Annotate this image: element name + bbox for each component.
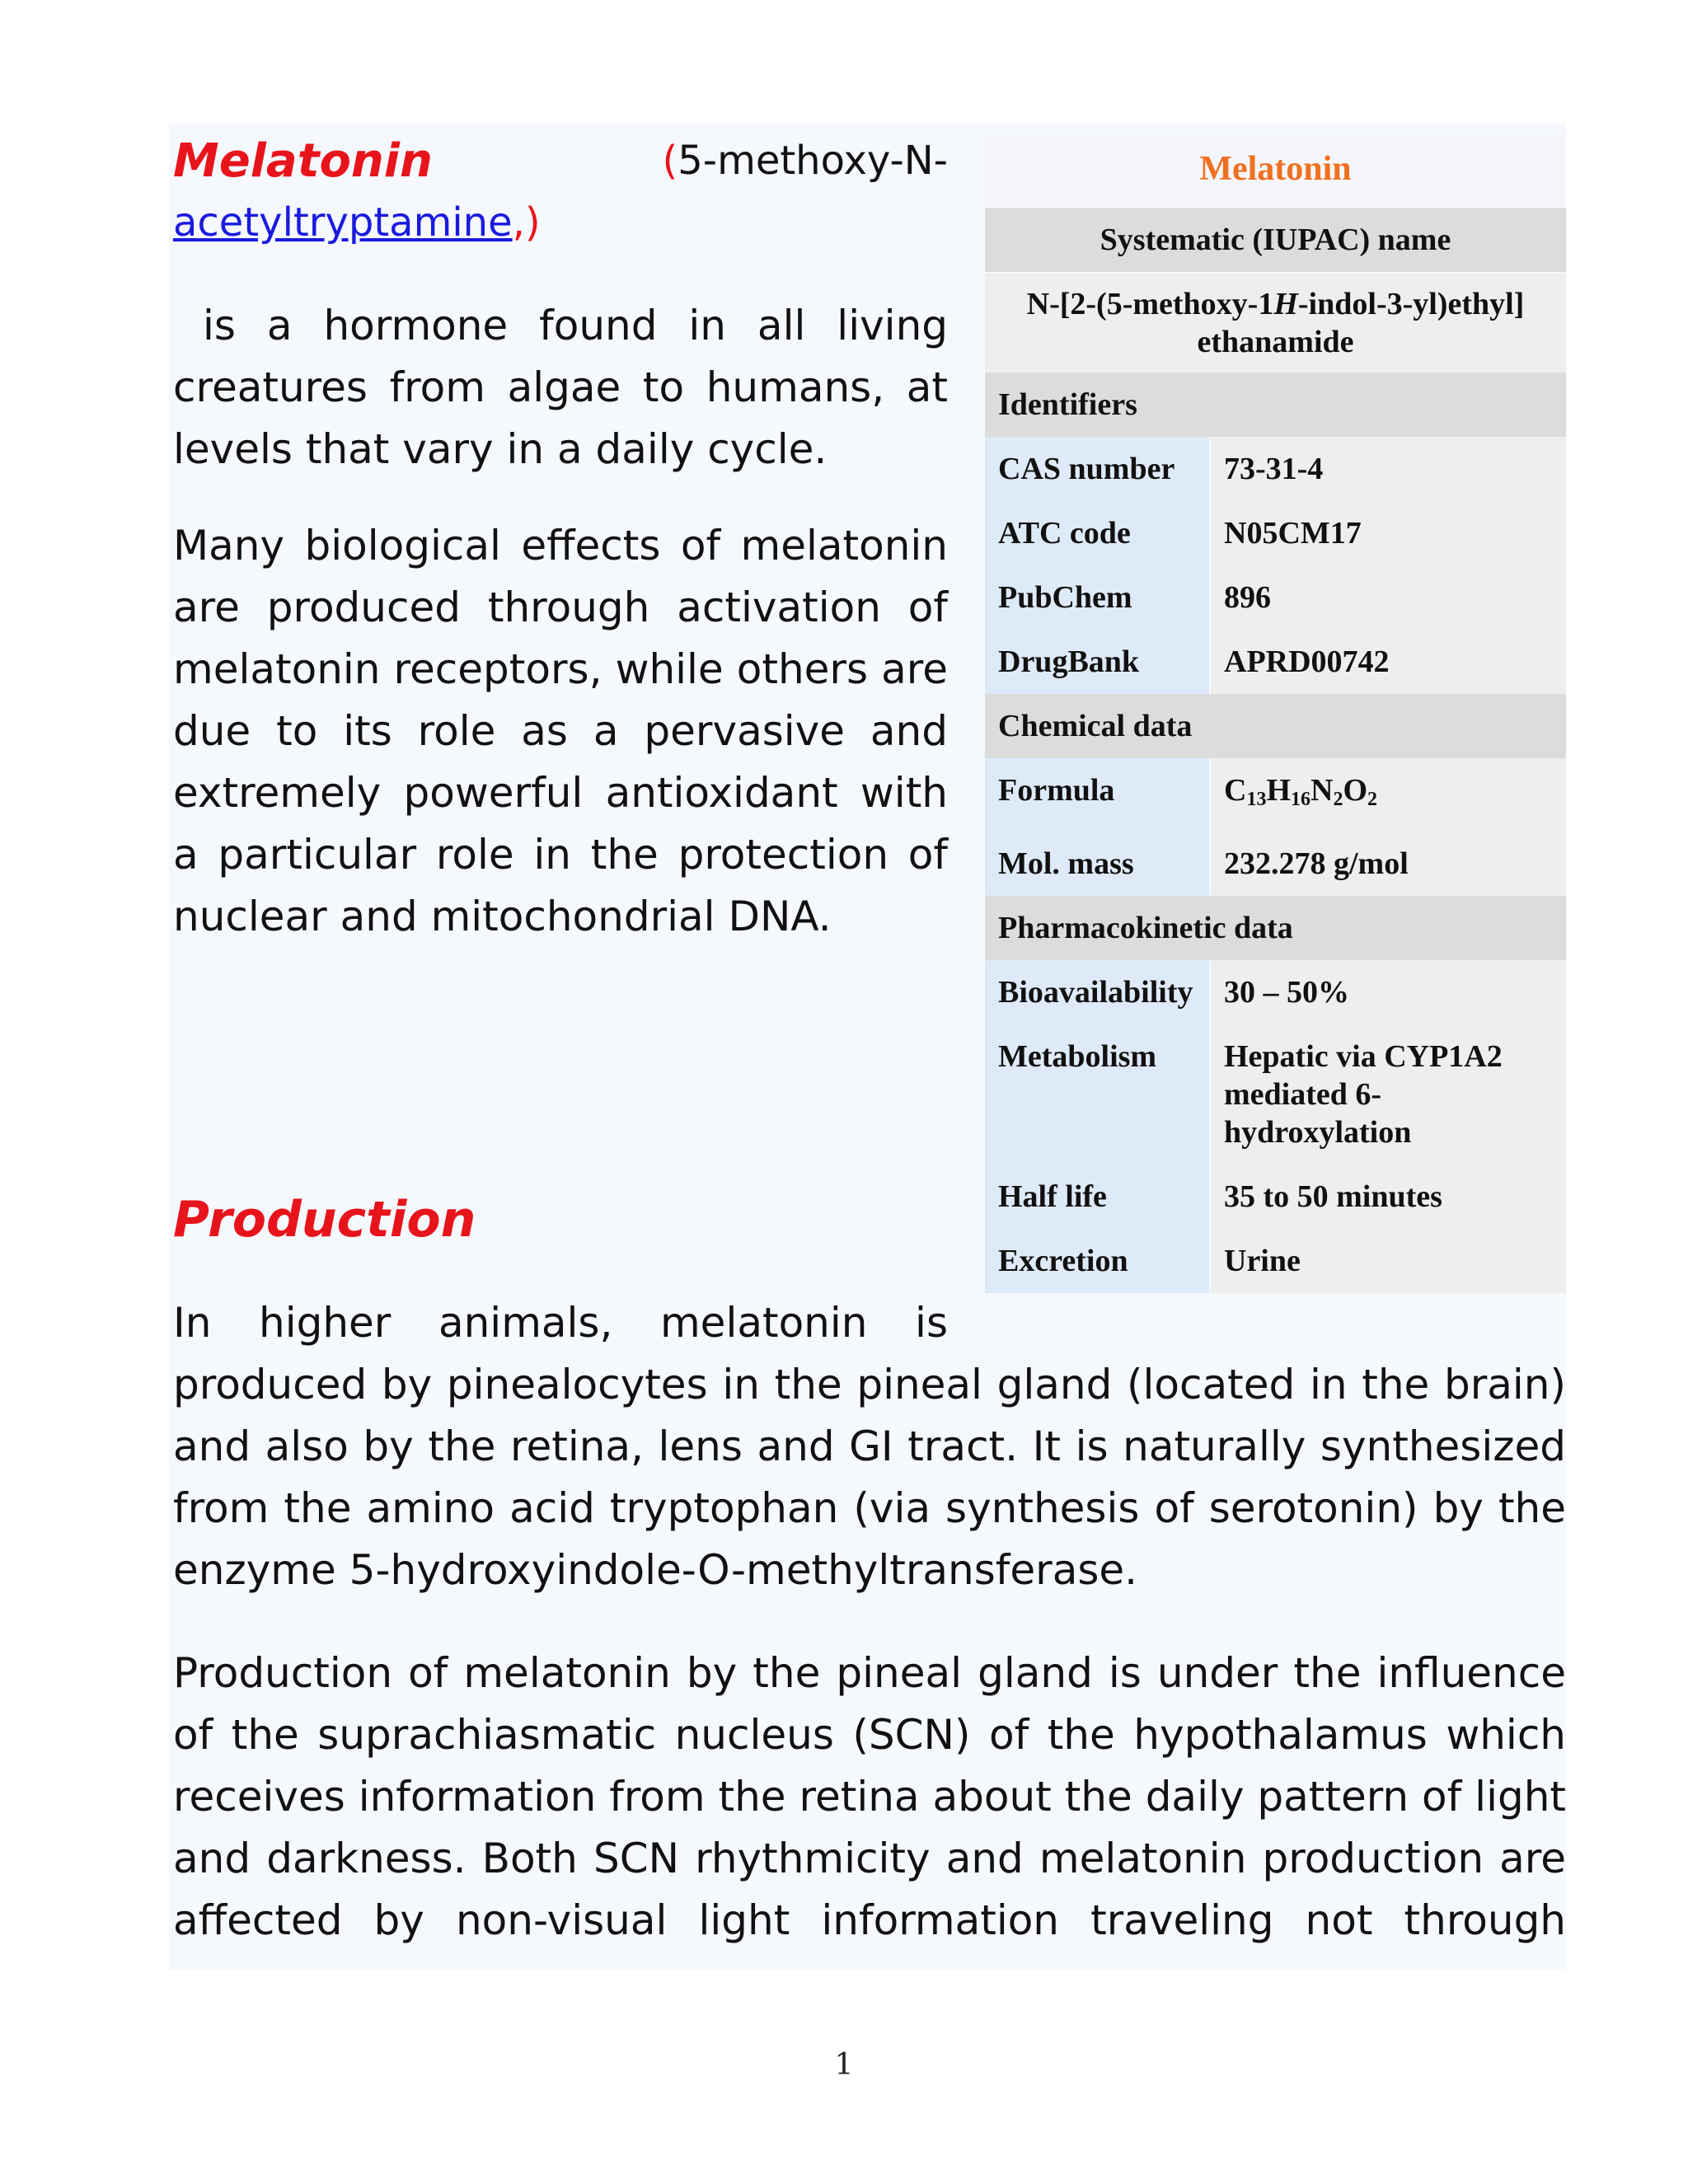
infobox-row: Excretion Urine [985, 1229, 1566, 1293]
iupac-header: Systematic (IUPAC) name [985, 208, 1566, 272]
infobox-row: CAS number 73-31-4 [985, 437, 1566, 501]
chemical-data-section: Chemical data [985, 694, 1566, 758]
acetyltryptamine-link[interactable]: acetyltryptamine [173, 199, 513, 246]
identifiers-section: Identifiers [985, 373, 1566, 437]
pharmacokinetic-section: Pharmacokinetic data [985, 896, 1566, 960]
infobox-row: Half life 35 to 50 minutes [985, 1165, 1566, 1229]
paragraph-intro: is a hormone found in all living creatures from algae to humans, at levels that vary in a daily cycle. [173, 302, 948, 473]
drug-infobox [985, 132, 1566, 1293]
infobox-row: Metabolism Hepatic via CYP1A2 mediated 6-hydroxylation [985, 1024, 1566, 1165]
paragraph-production-line1: In higher animals, melatonin is [173, 1299, 948, 1347]
infobox-title: Melatonin [985, 132, 1566, 206]
infobox-row: Formula $C_{13}H_{16}N_2O_2$ [985, 758, 1566, 832]
infobox-row: PubChem 896 [985, 565, 1566, 630]
iupac-name: N-[2-(5-methoxy-1H-indol-3-yl)ethyl] ethanamide [985, 274, 1566, 373]
intro-heading: Melatonin (5-methoxy-N- acetyltryptamine,) [173, 130, 948, 254]
infobox-row: ATC code N05CM17 [985, 501, 1566, 565]
title-melatonin: Melatonin [173, 134, 433, 188]
chemical-formula: $C_{13}H_{16}N_2O_2$ [1211, 758, 1566, 832]
infobox-row: Bioavailability 30 – 50% [985, 960, 1566, 1024]
paragraph-scn: Production of melatonin by the pineal gland is under the influence of the suprachiasmatic nucleus (SCN) of the hypothalamus which receives information from the retina about the daily pattern of light and darkness. Both SCN rhythmicity and melatonin production are affected by non-visual light information traveling not through [173, 1649, 1566, 1944]
paragraph-effects: Many biological effects of melatonin are produced through activation of melatonin receptors, while others are due to its role as a pervasive and extremely powerful antioxidant with a particular role in the protection of nuclear and mitochondrial DNA. [173, 522, 948, 940]
chemical-name-prefix: 5-methoxy-N- [678, 138, 948, 184]
infobox-row: DrugBank APRD00742 [985, 630, 1566, 694]
infobox-row: Mol. mass 232.278 g/mol [985, 832, 1566, 896]
production-heading: Production [173, 1191, 476, 1249]
page-number: 1 [834, 2048, 854, 2082]
paragraph-production: produced by pinealocytes in the pineal gland (located in the brain) and also by the retina, lens and GI tract. It is naturally synthesized from the amino acid tryptophan (via synthesis of serotonin) by the enzyme 5-hydroxyindole-O-methyltransferase. [173, 1361, 1566, 1594]
